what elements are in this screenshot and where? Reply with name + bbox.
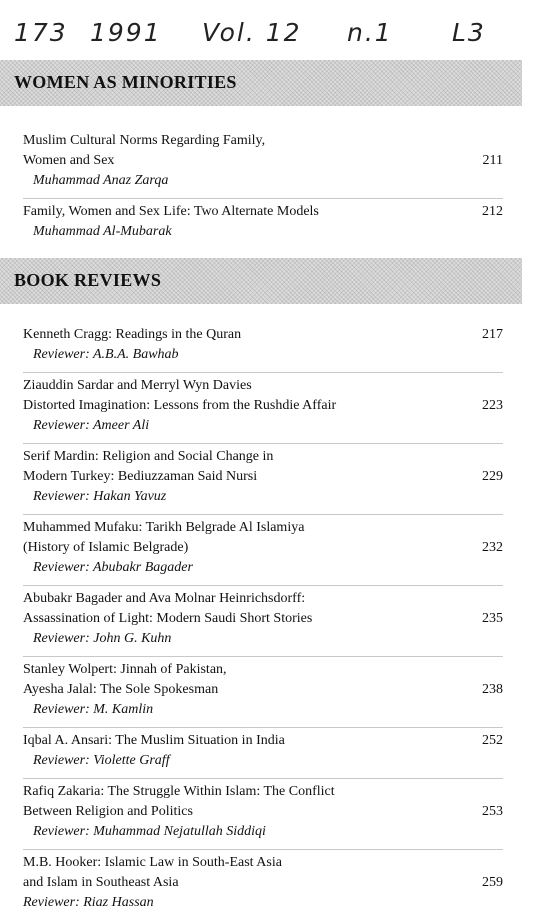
entry-title-line: Family, Women and Sex Life: Two Alternate Models (23, 204, 319, 219)
entry-title-line: Abubakr Bagader and Ava Molnar Heinrichsdorff: (23, 591, 306, 606)
handwritten-item: 173 (14, 18, 68, 47)
page-number: 253 (482, 804, 503, 819)
entry-title-line: and Islam in Southeast Asia (23, 875, 179, 890)
entry-author: Reviewer: A.B.A. Bawhab (33, 347, 179, 362)
entry-author: Muhammad Al-Mubarak (33, 224, 172, 239)
entry-author: Reviewer: M. Kamlin (33, 702, 154, 717)
entry-title-line: Stanley Wolpert: Jinnah of Pakistan, (23, 662, 227, 677)
section-heading: BOOK REVIEWS (14, 270, 162, 290)
entry-title-line: Assassination of Light: Modern Saudi Short Stories (23, 611, 313, 626)
handwritten-item: Vol. 12 (202, 18, 302, 47)
page-number: 223 (482, 398, 503, 413)
page-number: 232 (482, 540, 503, 555)
entry-title-line: Ziauddin Sardar and Merryl Wyn Davies (23, 378, 252, 393)
entry-title-line: Ayesha Jalal: The Sole Spokesman (23, 682, 219, 697)
entry-title-line: M.B. Hooker: Islamic Law in South-East Asia (23, 855, 282, 870)
section-banner-women (0, 60, 522, 106)
entry-author: Reviewer: Muhammad Nejatullah Siddiqi (33, 824, 266, 839)
handwritten-annotation (12, 18, 522, 58)
contents-entry (23, 849, 503, 920)
entry-author: Reviewer: Riaz Hassan (23, 895, 154, 910)
contents-entry (23, 198, 503, 249)
handwritten-item: L3 (452, 18, 486, 47)
contents-entry (23, 443, 503, 514)
page-number: 235 (482, 611, 503, 626)
entry-title-line: Between Religion and Politics (23, 804, 193, 819)
entry-author: Reviewer: Violette Graff (33, 753, 170, 768)
contents-entry (23, 372, 503, 443)
contents-entry (23, 656, 503, 727)
entry-title-line: (History of Islamic Belgrade) (23, 540, 189, 555)
contents-list-women (23, 131, 503, 249)
section-heading: WOMEN AS MINORITIES (14, 72, 237, 92)
entry-author: Reviewer: Hakan Yavuz (33, 489, 167, 504)
page-number: 229 (482, 469, 503, 484)
entry-title-line: Iqbal A. Ansari: The Muslim Situation in India (23, 733, 285, 748)
entry-author: Reviewer: Abubakr Bagader (33, 560, 193, 575)
contents-list-reviews (23, 325, 503, 920)
page-number: 259 (482, 875, 503, 890)
entry-title-line: Muhammed Mufaku: Tarikh Belgrade Al Islamiya (23, 520, 305, 535)
section-banner-reviews (0, 258, 522, 304)
page-number: 217 (482, 327, 503, 342)
entry-title-line: Rafiq Zakaria: The Struggle Within Islam: The Conflict (23, 784, 335, 799)
contents-entry (23, 585, 503, 656)
entry-title-line: Distorted Imagination: Lessons from the Rushdie Affair (23, 398, 337, 413)
contents-entry (23, 727, 503, 778)
page-number: 212 (482, 204, 503, 219)
contents-entry (23, 514, 503, 585)
handwritten-item: 1991 (90, 18, 162, 47)
contents-entry (23, 131, 503, 198)
entry-title-line: Serif Mardin: Religion and Social Change in (23, 449, 274, 464)
contents-entry (23, 325, 503, 372)
entry-title-line: Kenneth Cragg: Readings in the Quran (23, 327, 242, 342)
page-number: 252 (482, 733, 503, 748)
contents-entry (23, 778, 503, 849)
entry-author: Muhammad Anaz Zarqa (33, 173, 169, 188)
entry-author: Reviewer: John G. Kuhn (33, 631, 172, 646)
page-number: 211 (482, 153, 503, 168)
entry-title-line: Women and Sex (23, 153, 115, 168)
entry-author: Reviewer: Ameer Ali (33, 418, 150, 433)
entry-title-line: Modern Turkey: Bediuzzaman Said Nursi (23, 469, 258, 484)
entry-title-line: Muslim Cultural Norms Regarding Family, (23, 133, 266, 148)
handwritten-item: n.1 (347, 18, 393, 47)
page-number: 238 (482, 682, 503, 697)
